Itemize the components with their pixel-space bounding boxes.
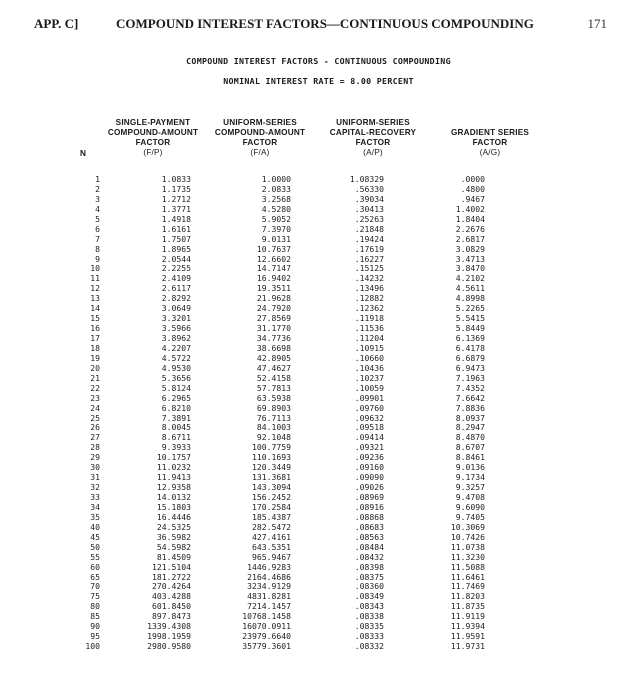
cell-ap: .19424 [354, 233, 384, 244]
cell-n: 25 [90, 412, 100, 423]
cell-n: 12 [90, 283, 100, 294]
cell-fa: 4.5280 [261, 203, 291, 214]
cell-fp: 12.9358 [156, 482, 191, 493]
cell-n: 1 [95, 174, 100, 184]
cell-fp: 2.2255 [161, 263, 191, 274]
cell-fa: 47.4627 [256, 362, 291, 373]
table-row [0, 563, 637, 573]
cell-n: 32 [90, 482, 100, 493]
cell-ag: 11.9731 [450, 641, 485, 652]
cell-fa: 10.7637 [256, 243, 291, 254]
cell-n: 18 [90, 342, 100, 353]
cell-fa: 100.7759 [252, 442, 291, 453]
cell-ag: .4800 [460, 183, 485, 194]
cell-ap: .11918 [354, 313, 384, 324]
header-line: COMPOUND-AMOUNT [107, 128, 199, 137]
cell-fa: 120.3449 [252, 462, 291, 473]
cell-n: 15 [90, 313, 100, 324]
cell-n: 90 [90, 621, 100, 632]
cell-ag: 5.2265 [455, 303, 485, 314]
cell-ag: 11.8203 [450, 591, 485, 602]
cell-fa: 2164.4686 [247, 571, 291, 582]
cell-n: 16 [90, 323, 100, 334]
cell-ag: 7.1963 [455, 372, 485, 383]
cell-fa: 21.9628 [256, 293, 291, 304]
cell-fa: 84.1003 [256, 422, 291, 433]
cell-ag: .9467 [460, 193, 485, 204]
cell-n: 19 [90, 352, 100, 363]
cell-ag: 10.3069 [450, 521, 485, 532]
cell-fp: 16.4446 [156, 511, 191, 522]
cell-fp: 54.5982 [156, 541, 191, 552]
cell-n: 26 [90, 422, 100, 433]
cell-n: 27 [90, 432, 100, 443]
cell-fp: 6.2965 [161, 392, 191, 403]
cell-n: 7 [95, 233, 100, 244]
cell-ap: .09901 [354, 392, 384, 403]
cell-fa: 69.8903 [256, 402, 291, 413]
cell-fp: 4.2207 [161, 342, 191, 353]
cell-ag: 4.2102 [455, 273, 485, 284]
cell-n: 34 [90, 501, 100, 512]
cell-ap: .08333 [354, 631, 384, 642]
cell-ap: .10660 [354, 352, 384, 363]
header-line: FACTOR [472, 138, 508, 147]
cell-n: 45 [90, 531, 100, 542]
header-gradient-series [436, 128, 544, 158]
cell-ap: .08683 [354, 521, 384, 532]
cell-fp: 403.4288 [152, 591, 191, 602]
cell-fa: 35779.3601 [242, 641, 291, 652]
cell-n: 23 [90, 392, 100, 403]
cell-fp: 8.6711 [161, 432, 191, 443]
cell-ap: .10436 [354, 362, 384, 373]
cell-fa: 965.9467 [252, 551, 291, 562]
cell-n: 9 [95, 253, 100, 264]
cell-ag: 3.8470 [455, 263, 485, 274]
cell-ap: .08343 [354, 601, 384, 612]
cell-n: 5 [95, 213, 100, 224]
cell-ag: 8.6707 [455, 442, 485, 453]
cell-fa: 2.0833 [261, 183, 291, 194]
cell-n: 80 [90, 601, 100, 612]
cell-n: 95 [90, 631, 100, 642]
cell-fp: 121.5104 [152, 561, 191, 572]
cell-fp: 4.9530 [161, 362, 191, 373]
header-n: N [80, 149, 86, 158]
cell-ag: 3.4713 [455, 253, 485, 264]
cell-ag: 4.5611 [455, 283, 485, 294]
cell-ap: .10237 [354, 372, 384, 383]
cell-ap: .21848 [354, 223, 384, 234]
running-head-title: COMPOUND INTEREST FACTORS—CONTINUOUS COMPOUNDING [116, 16, 534, 31]
cell-ag: 6.9473 [455, 362, 485, 373]
cell-fp: 81.4509 [156, 551, 191, 562]
header-uniform-compound [208, 118, 312, 158]
cell-fp: 7.3891 [161, 412, 191, 423]
cell-fa: 63.5938 [256, 392, 291, 403]
cell-fa: 1.0000 [261, 174, 291, 184]
cell-fa: 282.5472 [252, 521, 291, 532]
cell-fp: 3.0649 [161, 303, 191, 314]
cell-ap: .08563 [354, 531, 384, 542]
cell-n: 11 [90, 273, 100, 284]
cell-ap: .09632 [354, 412, 384, 423]
cell-ap: .08375 [354, 571, 384, 582]
cell-ag: 9.0136 [455, 462, 485, 473]
cell-ag: 7.6642 [455, 392, 485, 403]
cell-ag: 11.9394 [450, 621, 485, 632]
cell-n: 20 [90, 362, 100, 373]
cell-ag: 10.7426 [450, 531, 485, 542]
cell-fp: 4.5722 [161, 352, 191, 363]
cell-fp: 14.0132 [156, 492, 191, 502]
cell-fa: 143.3094 [252, 482, 291, 493]
cell-ag: 8.2947 [455, 422, 485, 433]
cell-ag: 7.8836 [455, 402, 485, 413]
cell-ag: 3.0829 [455, 243, 485, 254]
cell-fp: 3.8962 [161, 333, 191, 343]
cell-fp: 2980.9580 [147, 641, 191, 652]
cell-ap: .39034 [354, 193, 384, 204]
cell-fa: 427.4161 [252, 531, 291, 542]
cell-fa: 1446.9283 [247, 561, 291, 572]
running-head [34, 16, 607, 36]
cell-n: 100 [85, 641, 100, 652]
cell-ag: 6.1369 [455, 333, 485, 343]
cell-ap: .09414 [354, 432, 384, 443]
cell-n: 85 [90, 611, 100, 622]
cell-fa: 9.0131 [261, 233, 291, 244]
cell-ap: .17619 [354, 243, 384, 254]
cell-fa: 38.6698 [256, 342, 291, 353]
cell-fa: 52.4158 [256, 372, 291, 383]
cell-ap: .16227 [354, 253, 384, 264]
cell-fa: 12.6602 [256, 253, 291, 264]
cell-fa: 92.1048 [256, 432, 291, 443]
cell-ap: 1.08329 [349, 174, 384, 184]
cell-fa: 57.7813 [256, 382, 291, 393]
header-line: GRADIENT SERIES [450, 128, 530, 137]
cell-n: 31 [90, 472, 100, 483]
cell-fp: 2.8292 [161, 293, 191, 304]
table-row [0, 642, 637, 652]
cell-ag: 2.2676 [455, 223, 485, 234]
cell-fa: 24.7920 [256, 303, 291, 314]
header-capital-recovery [320, 118, 426, 158]
cell-fp: 2.6117 [161, 283, 191, 294]
cell-n: 30 [90, 462, 100, 473]
cell-ap: .10059 [354, 382, 384, 393]
header-line: UNIFORM-SERIES [336, 118, 410, 127]
cell-n: 24 [90, 402, 100, 413]
cell-fa: 76.7113 [256, 412, 291, 423]
cell-ap: .08335 [354, 621, 384, 632]
cell-ap: .09518 [354, 422, 384, 433]
header-symbol: (F/A) [250, 148, 270, 157]
cell-n: 10 [90, 263, 100, 274]
cell-fp: 1.1735 [161, 183, 191, 194]
cell-fa: 5.9052 [261, 213, 291, 224]
cell-fa: 110.1693 [252, 452, 291, 463]
cell-fa: 31.1770 [256, 323, 291, 334]
cell-fa: 156.2452 [252, 492, 291, 502]
table-subtitle: NOMINAL INTEREST RATE = 8.00 PERCENT [223, 76, 414, 86]
cell-fp: 1.4918 [161, 213, 191, 224]
cell-n: 2 [95, 183, 100, 194]
header-line: COMPOUND-AMOUNT [214, 128, 306, 137]
cell-ap: .08969 [354, 492, 384, 502]
cell-ap: .09760 [354, 402, 384, 413]
cell-n: 29 [90, 452, 100, 463]
header-symbol: (F/P) [143, 148, 163, 157]
cell-fa: 27.8569 [256, 313, 291, 324]
cell-ag: 11.9119 [450, 611, 485, 622]
cell-ag: 5.5415 [455, 313, 485, 324]
cell-ag: 11.6461 [450, 571, 485, 582]
cell-fp: 3.3201 [161, 313, 191, 324]
cell-ag: 9.7405 [455, 511, 485, 522]
page-number: 171 [587, 16, 607, 31]
cell-fa: 42.8905 [256, 352, 291, 363]
cell-ag: 7.4352 [455, 382, 485, 393]
cell-ap: .12882 [354, 293, 384, 304]
header-line: FACTOR [355, 138, 391, 147]
cell-fa: 185.4387 [252, 511, 291, 522]
cell-ap: .56330 [354, 183, 384, 194]
cell-n: 40 [90, 521, 100, 532]
cell-ag: 4.8998 [455, 293, 485, 304]
cell-n: 55 [90, 551, 100, 562]
cell-ag: 9.3257 [455, 482, 485, 493]
cell-ap: .08398 [354, 561, 384, 572]
cell-ag: 9.6090 [455, 501, 485, 512]
header-line: SINGLE-PAYMENT [115, 118, 191, 127]
cell-fp: 1.0833 [161, 174, 191, 184]
cell-ag: 9.1734 [455, 472, 485, 483]
cell-ap: .09236 [354, 452, 384, 463]
cell-fp: 15.1803 [156, 501, 191, 512]
cell-fp: 6.8210 [161, 402, 191, 413]
cell-ap: .14232 [354, 273, 384, 284]
cell-fa: 7.3970 [261, 223, 291, 234]
cell-fp: 270.4264 [152, 581, 191, 592]
cell-n: 60 [90, 561, 100, 572]
cell-ag: 11.0738 [450, 541, 485, 552]
cell-n: 3 [95, 193, 100, 204]
cell-ag: 8.0937 [455, 412, 485, 423]
cell-ag: 11.9591 [450, 631, 485, 642]
cell-ap: .11536 [354, 323, 384, 334]
cell-ap: .08484 [354, 541, 384, 552]
cell-n: 35 [90, 511, 100, 522]
cell-n: 4 [95, 203, 100, 214]
table-title: COMPOUND INTEREST FACTORS - CONTINUOUS COMPOUNDING [186, 56, 451, 66]
cell-ap: .12362 [354, 303, 384, 314]
cell-ag: 11.3230 [450, 551, 485, 562]
cell-fp: 1.6161 [161, 223, 191, 234]
cell-n: 70 [90, 581, 100, 592]
cell-fp: 9.3933 [161, 442, 191, 453]
cell-ap: .13496 [354, 283, 384, 294]
cell-ap: .15125 [354, 263, 384, 274]
cell-fa: 170.2584 [252, 501, 291, 512]
cell-fa: 23979.6640 [242, 631, 291, 642]
cell-fp: 601.8450 [152, 601, 191, 612]
cell-fp: 36.5982 [156, 531, 191, 542]
cell-ag: 11.5088 [450, 561, 485, 572]
table-row [0, 245, 637, 255]
cell-fp: 3.5966 [161, 323, 191, 334]
cell-fa: 4831.8281 [247, 591, 291, 602]
cell-ap: .09321 [354, 442, 384, 453]
cell-fp: 11.9413 [156, 472, 191, 483]
cell-ap: .08349 [354, 591, 384, 602]
cell-ap: .30413 [354, 203, 384, 214]
cell-n: 22 [90, 382, 100, 393]
cell-ag: 8.4870 [455, 432, 485, 443]
cell-fa: 34.7736 [256, 333, 291, 343]
cell-ag: 6.4178 [455, 342, 485, 353]
cell-ap: .08432 [354, 551, 384, 562]
cell-fa: 131.3681 [252, 472, 291, 483]
cell-ag: 9.4708 [455, 492, 485, 502]
header-line: CAPITAL-RECOVERY [329, 128, 417, 137]
appendix-label: APP. C] [34, 16, 79, 31]
cell-ag: .0000 [460, 174, 485, 184]
cell-fa: 7214.1457 [247, 601, 291, 612]
cell-fp: 5.3656 [161, 372, 191, 383]
cell-ap: .09160 [354, 462, 384, 473]
cell-ap: .08916 [354, 501, 384, 512]
header-line: FACTOR [135, 138, 171, 147]
cell-fa: 643.5351 [252, 541, 291, 552]
cell-n: 75 [90, 591, 100, 602]
cell-n: 50 [90, 541, 100, 552]
table-row [0, 404, 637, 414]
header-single-payment [103, 118, 203, 158]
cell-ag: 6.6879 [455, 352, 485, 363]
cell-fa: 3234.9129 [247, 581, 291, 592]
cell-n: 8 [95, 243, 100, 254]
cell-fp: 1.2712 [161, 193, 191, 204]
cell-ap: .08868 [354, 511, 384, 522]
cell-n: 21 [90, 372, 100, 383]
cell-ap: .09026 [354, 482, 384, 493]
cell-fp: 8.0045 [161, 422, 191, 433]
cell-fp: 1.8965 [161, 243, 191, 254]
cell-fp: 24.5325 [156, 521, 191, 532]
cell-ap: .09090 [354, 472, 384, 483]
cell-n: 33 [90, 492, 100, 502]
cell-ag: 8.8461 [455, 452, 485, 463]
header-symbol: (A/P) [363, 148, 383, 157]
cell-fp: 897.8473 [152, 611, 191, 622]
cell-fp: 10.1757 [156, 452, 191, 463]
cell-fa: 16.9402 [256, 273, 291, 284]
cell-n: 6 [95, 223, 100, 234]
cell-ap: .08338 [354, 611, 384, 622]
cell-fp: 2.4109 [161, 273, 191, 284]
cell-fp: 11.0232 [156, 462, 191, 473]
cell-ag: 1.4002 [455, 203, 485, 214]
cell-ap: .08360 [354, 581, 384, 592]
cell-ag: 2.6817 [455, 233, 485, 244]
header-line: UNIFORM-SERIES [223, 118, 297, 127]
cell-fp: 5.8124 [161, 382, 191, 393]
cell-n: 13 [90, 293, 100, 304]
cell-n: 14 [90, 303, 100, 314]
cell-fp: 1339.4308 [147, 621, 191, 632]
cell-fa: 3.2568 [261, 193, 291, 204]
header-symbol: (A/G) [479, 148, 501, 157]
cell-ap: .11204 [354, 333, 384, 343]
cell-n: 17 [90, 333, 100, 343]
cell-fp: 2.0544 [161, 253, 191, 264]
cell-ap: .08332 [354, 641, 384, 652]
cell-fp: 1.3771 [161, 203, 191, 214]
cell-fa: 19.3511 [256, 283, 291, 294]
cell-n: 65 [90, 571, 100, 582]
cell-ag: 5.8449 [455, 323, 485, 334]
header-line: FACTOR [242, 138, 278, 147]
cell-ap: .10915 [354, 342, 384, 353]
cell-fp: 181.2722 [152, 571, 191, 582]
cell-fa: 10768.1458 [242, 611, 291, 622]
cell-fp: 1998.1959 [147, 631, 191, 642]
cell-fp: 1.7507 [161, 233, 191, 244]
cell-ag: 11.8735 [450, 601, 485, 612]
interest-factor-table [0, 175, 637, 652]
cell-ag: 1.8404 [455, 213, 485, 224]
cell-ag: 11.7469 [450, 581, 485, 592]
cell-fa: 14.7147 [256, 263, 291, 274]
cell-fa: 16070.0911 [242, 621, 291, 632]
cell-n: 28 [90, 442, 100, 453]
cell-ap: .25263 [354, 213, 384, 224]
